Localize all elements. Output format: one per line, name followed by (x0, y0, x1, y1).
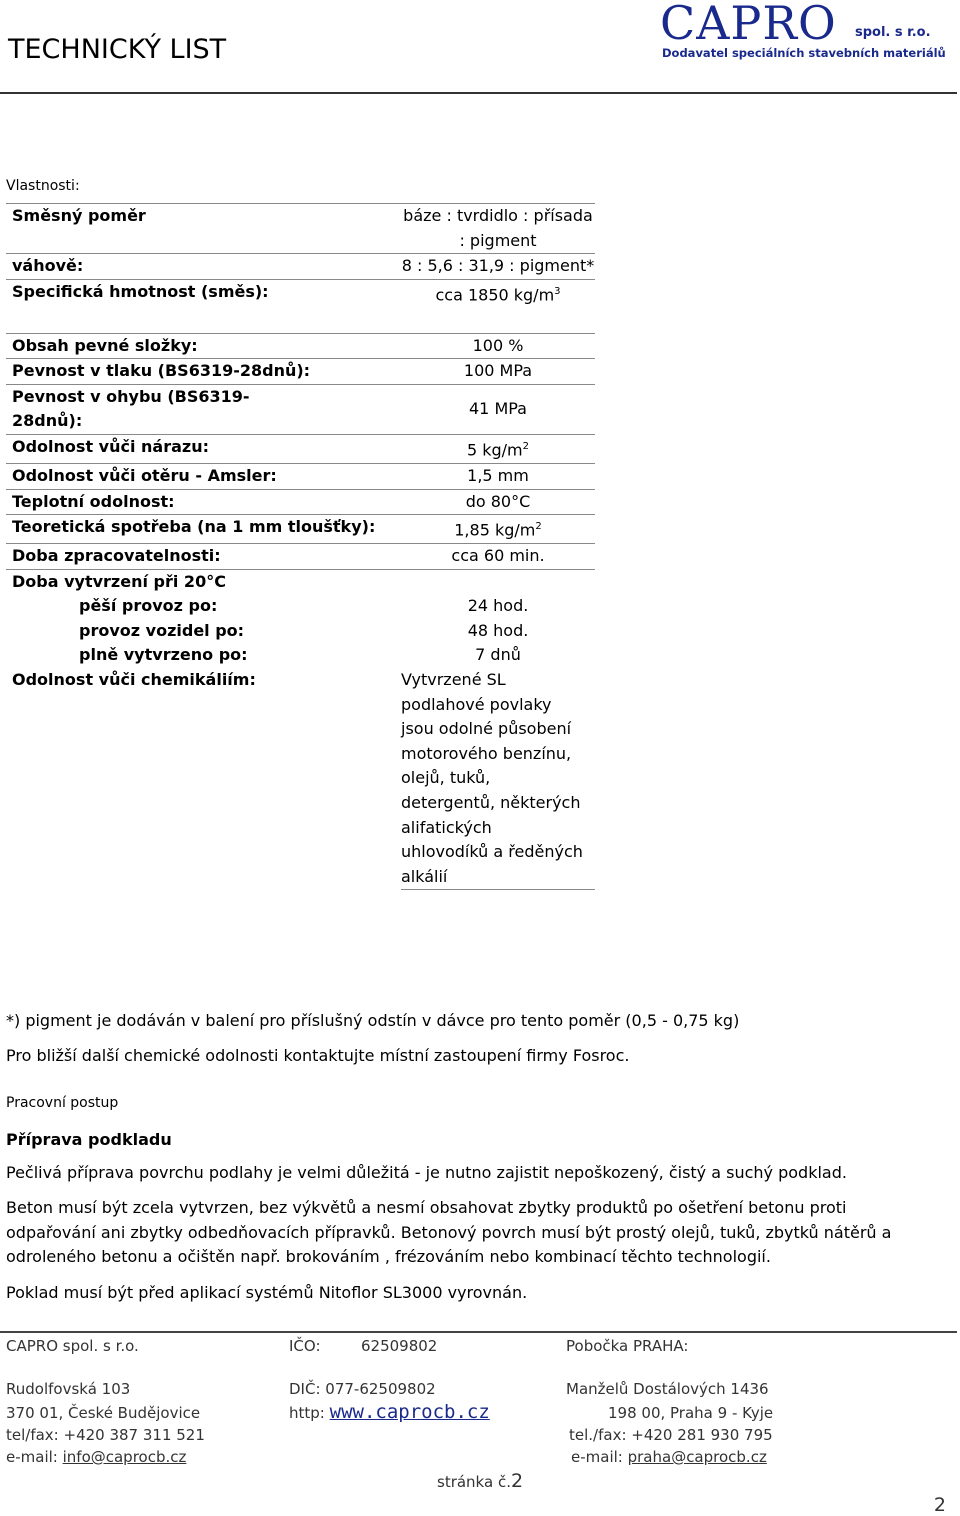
prop-key: Doba vytvrzení při 20°C (12, 571, 226, 591)
prop-key: Obsah pevné složky: (6, 333, 401, 359)
table-row (6, 668, 595, 890)
prop-key: Specifická hmotnost (směs): (12, 281, 269, 301)
chemical-note: Pro bližší další chemické odolnosti kontaktujte místní zastoupení firmy Fosroc. (6, 1046, 630, 1065)
table-row (6, 489, 595, 515)
branch-email-link[interactable]: praha@caprocb.cz (627, 1448, 767, 1466)
table-spacer (6, 308, 595, 334)
footer-ico-label: IČO: (289, 1337, 321, 1355)
table-row (6, 254, 595, 280)
table-row (6, 384, 595, 434)
logo-subtitle: Dodavatel speciálních stavebních materiálů (662, 46, 946, 60)
footer-branch: Pobočka PRAHA: (566, 1337, 689, 1355)
logo-spol: spol. s r.o. (855, 25, 931, 40)
pigment-note: *) pigment je dodáván v balení pro příslušný odstín v dávce pro tento poměr (0,5 - 0,75 kg) (6, 1011, 740, 1030)
pracovni-postup-label: Pracovní postup (6, 1095, 119, 1111)
table-row (6, 359, 595, 385)
paragraph-1: Pečlivá příprava povrchu podlahy je velmi důležitá - je nutno zajistit nepoškozený, čistý a suchý podklad. (6, 1163, 847, 1182)
prop-value: 8 : 5,6 : 31,9 : pigment* (401, 254, 595, 280)
footer-company: CAPRO spol. s r.o. (6, 1337, 139, 1355)
prop-key: váhově: (6, 254, 401, 280)
prop-key: provoz vozidel po: (79, 620, 245, 640)
properties-table (6, 203, 595, 890)
prop-value: cca 60 min. (401, 544, 595, 570)
footer-street: Rudolfovská 103 (6, 1380, 131, 1398)
table-row (6, 204, 595, 254)
paragraph-2: Beton musí být zcela vytvrzen, bez výkvětů a nesmí obsahovat zbytky produktů po ošetření betonu proti odpařování ani zbytky odbedňovacích přípravků. Betonový povrch musí být prostý olejů, tuků, zbytků nátěrů a odroleného betonu a očištěn např. brokováním , frézováním nebo kombinací těchto technologií. (6, 1198, 892, 1266)
table-row (6, 569, 595, 594)
footer-email: e-mail: info@caprocb.cz (6, 1448, 187, 1466)
table-row (6, 594, 595, 619)
prop-value: 5 $kg/m^2$ (401, 435, 595, 464)
footer-branch-street: Manželů Dostálových 1436 (566, 1380, 769, 1398)
document-title: TECHNICKÝ LIST (8, 34, 227, 65)
prop-key: Teplotní odolnost: (6, 489, 401, 515)
prop-value: 100 MPa (401, 359, 595, 385)
prop-value: 7 dnů (475, 645, 521, 665)
prop-key: Doba zpracovatelnosti: (6, 544, 401, 570)
footer-tel: tel/fax: +420 387 311 521 (6, 1426, 205, 1444)
prop-key: pěší provoz po: (79, 596, 218, 616)
priprava-heading: Příprava podkladu (6, 1130, 172, 1149)
prop-value: cca 1850 $kg/m^3$ (435, 285, 561, 305)
table-row (6, 619, 595, 644)
prop-key: Pevnost v tlaku (BS6319-28dnů): (6, 359, 401, 385)
prop-value: 41 MPa (401, 384, 595, 434)
footer-web: http: www.caprocb.cz (289, 1401, 490, 1423)
footer-page: stránka č.2 (437, 1470, 524, 1492)
prop-key: Odolnost vůči otěru - Amsler: (6, 464, 401, 490)
table-row (6, 279, 595, 307)
header-divider (0, 92, 957, 94)
prop-key: Odolnost vůči nárazu: (6, 435, 401, 464)
table-row (6, 435, 595, 464)
footer-city: 370 01, České Budějovice (6, 1404, 201, 1422)
prop-value: Vytvrzené SL podlahové povlaky jsou odolné působení motorového benzínu, olejů, tuků, detergentů, některých alifatických uhlovodíků a ředěných alkálií (401, 668, 595, 890)
prop-value: 48 hod. (467, 620, 529, 640)
capro-logo (660, 0, 960, 70)
footer-divider (0, 1331, 957, 1333)
email-link[interactable]: info@caprocb.cz (62, 1448, 187, 1466)
prop-key: Směsný poměr (6, 204, 401, 254)
prop-key: Teoretická spotřeba (na 1 mm tloušťky): (6, 515, 401, 544)
footer-branch-email: e-mail: praha@caprocb.cz (571, 1448, 767, 1466)
prop-key: Odolnost vůči chemikáliím: (12, 670, 256, 690)
footer-branch-tel: tel./fax: +420 281 930 795 (569, 1426, 773, 1444)
prop-value: 1,5 mm (401, 464, 595, 490)
table-row (6, 464, 595, 490)
page-number: 2 (933, 1494, 946, 1516)
website-link[interactable]: www.caprocb.cz (329, 1401, 490, 1423)
table-row (6, 333, 595, 359)
footer-ico: 62509802 (361, 1337, 438, 1355)
prop-value: do 80°C (401, 489, 595, 515)
footer-branch-city: 198 00, Praha 9 - Kyje (608, 1404, 774, 1422)
prop-value: 1,85 $kg/m^2$ (401, 515, 595, 544)
prop-value: báze : tvrdidlo : přísada : pigment (401, 204, 595, 254)
vlastnosti-label: Vlastnosti: (6, 178, 80, 194)
prop-key: plně vytvrzeno po: (79, 645, 248, 665)
table-row (6, 544, 595, 570)
prop-key: Pevnost v ohybu (BS6319-28dnů): (6, 384, 401, 434)
footer-dic: DIČ: 077-62509802 (289, 1380, 436, 1398)
table-row (6, 515, 595, 544)
prop-value: 24 hod. (467, 596, 529, 616)
paragraph-3: Poklad musí být před aplikací systémů Nitoflor SL3000 vyrovnán. (6, 1283, 528, 1302)
table-row (6, 643, 595, 668)
logo-wordmark: CAPRO (660, 0, 837, 50)
prop-value: 100 % (401, 333, 595, 359)
